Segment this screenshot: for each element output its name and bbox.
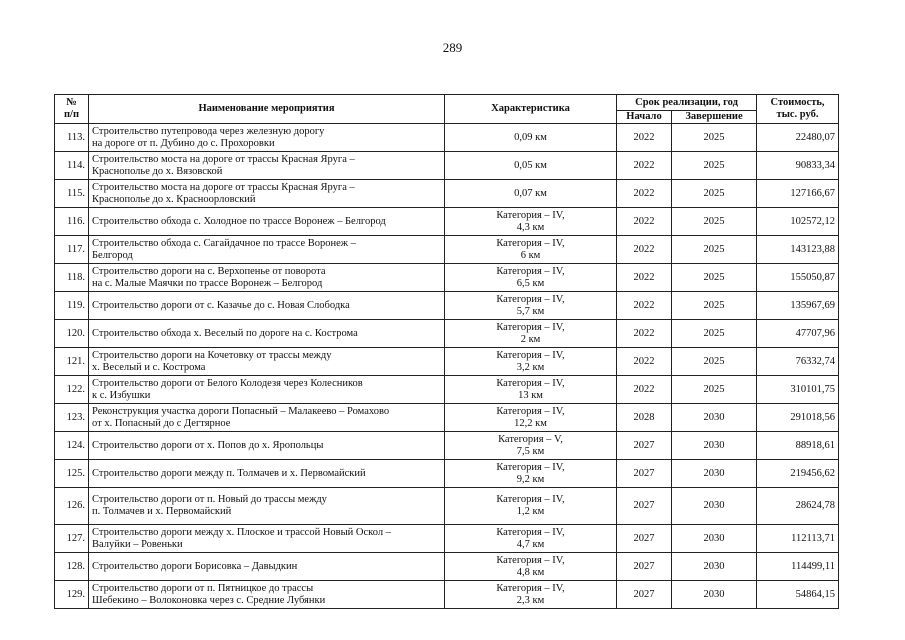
row-start-year: 2022 — [617, 348, 672, 376]
row-cost: 135967,69 — [757, 292, 839, 320]
row-end-year: 2030 — [672, 488, 757, 525]
row-end-year: 2030 — [672, 525, 757, 553]
row-characteristic: Категория – IV, 2,3 км — [445, 581, 617, 609]
row-characteristic: Категория – IV, 3,2 км — [445, 348, 617, 376]
row-cost: 88918,61 — [757, 432, 839, 460]
row-characteristic: Категория – V, 7,5 км — [445, 432, 617, 460]
row-characteristic: Категория – IV, 4,3 км — [445, 208, 617, 236]
table-row — [55, 581, 839, 609]
page-number: 289 — [442, 40, 463, 55]
row-start-year: 2027 — [617, 525, 672, 553]
row-cost: 28624,78 — [757, 488, 839, 525]
table-row — [55, 460, 839, 488]
table-row — [55, 525, 839, 553]
table-body — [55, 124, 839, 609]
row-name: Строительство дороги Борисовка – Давыдкин — [89, 553, 445, 581]
header-end: Завершение — [672, 111, 757, 124]
row-end-year: 2025 — [672, 376, 757, 404]
row-end-year: 2025 — [672, 348, 757, 376]
row-cost: 219456,62 — [757, 460, 839, 488]
row-characteristic: 0,09 км — [445, 124, 617, 152]
table-row — [55, 292, 839, 320]
row-start-year: 2022 — [617, 236, 672, 264]
header-cost — [757, 95, 839, 124]
row-cost: 76332,74 — [757, 348, 839, 376]
row-number: 122. — [55, 376, 89, 404]
row-number: 129. — [55, 581, 89, 609]
row-number: 115. — [55, 180, 89, 208]
row-name: Строительство дороги от х. Попов до х. Яропольцы — [89, 432, 445, 460]
row-name: Строительство моста на дороге от трассы Красная Яруга – Краснополье до х. Вязовской — [89, 152, 445, 180]
header-start: Начало — [617, 111, 672, 124]
row-name: Строительство дороги между х. Плоское и трассой Новый Оскол – Валуйки – Ровеньки — [89, 525, 445, 553]
row-characteristic: Категория – IV, 4,8 км — [445, 553, 617, 581]
table-row — [55, 208, 839, 236]
row-start-year: 2027 — [617, 460, 672, 488]
row-cost: 54864,15 — [757, 581, 839, 609]
row-name: Строительство дороги от с. Казачье до с. Новая Слободка — [89, 292, 445, 320]
row-number: 128. — [55, 553, 89, 581]
header-period: Срок реализации, год — [617, 95, 757, 111]
table-header — [55, 95, 839, 124]
row-start-year: 2022 — [617, 124, 672, 152]
row-number: 124. — [55, 432, 89, 460]
table-row — [55, 432, 839, 460]
row-number: 125. — [55, 460, 89, 488]
header-characteristic: Характеристика — [445, 95, 617, 124]
row-start-year: 2022 — [617, 320, 672, 348]
row-end-year: 2025 — [672, 208, 757, 236]
row-name: Строительство дороги от п. Новый до трассы между п. Толмачев и х. Первомайский — [89, 488, 445, 525]
row-end-year: 2030 — [672, 432, 757, 460]
row-end-year: 2030 — [672, 581, 757, 609]
row-number: 127. — [55, 525, 89, 553]
row-start-year: 2027 — [617, 432, 672, 460]
row-cost: 291018,56 — [757, 404, 839, 432]
header-number-line1: № — [66, 97, 77, 108]
row-start-year: 2022 — [617, 180, 672, 208]
row-number: 121. — [55, 348, 89, 376]
row-name: Строительство обхода х. Веселый по дороге на с. Кострома — [89, 320, 445, 348]
row-characteristic: Категория – IV, 13 км — [445, 376, 617, 404]
row-cost: 310101,75 — [757, 376, 839, 404]
row-cost: 102572,12 — [757, 208, 839, 236]
row-characteristic: Категория – IV, 2 км — [445, 320, 617, 348]
row-number: 116. — [55, 208, 89, 236]
row-characteristic: 0,05 км — [445, 152, 617, 180]
row-cost: 155050,87 — [757, 264, 839, 292]
row-characteristic: Категория – IV, 1,2 км — [445, 488, 617, 525]
row-end-year: 2025 — [672, 124, 757, 152]
header-cost-line1: Стоимость, — [770, 97, 825, 108]
row-start-year: 2028 — [617, 404, 672, 432]
row-end-year: 2025 — [672, 292, 757, 320]
row-characteristic: Категория – IV, 5,7 км — [445, 292, 617, 320]
row-name: Строительство дороги на Кочетовку от трассы между х. Веселый и с. Кострома — [89, 348, 445, 376]
row-name: Строительство дороги на с. Верхопенье от поворота на с. Малые Маячки по трассе Воронеж – Белгород — [89, 264, 445, 292]
row-start-year: 2027 — [617, 553, 672, 581]
measures-table — [54, 94, 839, 609]
row-end-year: 2025 — [672, 236, 757, 264]
table-row — [55, 348, 839, 376]
table-row — [55, 404, 839, 432]
row-end-year: 2025 — [672, 264, 757, 292]
table-row — [55, 553, 839, 581]
row-end-year: 2025 — [672, 152, 757, 180]
row-name: Строительство обхода с. Сагайдачное по трассе Воронеж – Белгород — [89, 236, 445, 264]
table-row — [55, 488, 839, 525]
row-cost: 90833,34 — [757, 152, 839, 180]
header-cost-line2: тыс. руб. — [776, 109, 819, 120]
row-name: Строительство дороги от Белого Колодезя через Колесников к с. Избушки — [89, 376, 445, 404]
table-row — [55, 152, 839, 180]
table-row — [55, 264, 839, 292]
row-cost: 127166,67 — [757, 180, 839, 208]
row-number: 113. — [55, 124, 89, 152]
row-characteristic: Категория – IV, 6,5 км — [445, 264, 617, 292]
row-start-year: 2027 — [617, 488, 672, 525]
row-end-year: 2030 — [672, 404, 757, 432]
row-end-year: 2030 — [672, 460, 757, 488]
row-number: 117. — [55, 236, 89, 264]
table-row — [55, 376, 839, 404]
row-number: 123. — [55, 404, 89, 432]
row-characteristic: Категория – IV, 6 км — [445, 236, 617, 264]
row-start-year: 2022 — [617, 208, 672, 236]
row-start-year: 2022 — [617, 376, 672, 404]
header-number — [55, 95, 89, 124]
row-end-year: 2030 — [672, 553, 757, 581]
row-cost: 22480,07 — [757, 124, 839, 152]
header-name: Наименование мероприятия — [89, 95, 445, 124]
table-row — [55, 236, 839, 264]
table-row — [55, 180, 839, 208]
row-number: 118. — [55, 264, 89, 292]
row-number: 120. — [55, 320, 89, 348]
row-name: Строительство моста на дороге от трассы Красная Яруга – Краснополье до х. Краснооpловский — [89, 180, 445, 208]
row-start-year: 2022 — [617, 264, 672, 292]
row-name: Строительство дороги от п. Пятницкое до трассы Шебекино – Волоконовка через с. Средние Лубянки — [89, 581, 445, 609]
row-characteristic: Категория – IV, 12,2 км — [445, 404, 617, 432]
row-cost: 143123,88 — [757, 236, 839, 264]
row-cost: 112113,71 — [757, 525, 839, 553]
row-end-year: 2025 — [672, 320, 757, 348]
row-number: 119. — [55, 292, 89, 320]
row-name: Строительство дороги между п. Толмачев и х. Первомайский — [89, 460, 445, 488]
row-characteristic: Категория – IV, 9,2 км — [445, 460, 617, 488]
table-row — [55, 320, 839, 348]
row-name: Реконструкция участка дороги Попасный – Малакеево – Ромахово от х. Попасный до с Дегтярное — [89, 404, 445, 432]
table-row — [55, 124, 839, 152]
row-start-year: 2022 — [617, 292, 672, 320]
row-number: 114. — [55, 152, 89, 180]
row-start-year: 2022 — [617, 152, 672, 180]
row-cost: 47707,96 — [757, 320, 839, 348]
row-start-year: 2027 — [617, 581, 672, 609]
row-characteristic: 0,07 км — [445, 180, 617, 208]
row-end-year: 2025 — [672, 180, 757, 208]
row-number: 126. — [55, 488, 89, 525]
row-name: Строительство обхода с. Холодное по трассе Воронеж – Белгород — [89, 208, 445, 236]
row-cost: 114499,11 — [757, 553, 839, 581]
header-number-line2: п/п — [63, 109, 80, 120]
row-characteristic: Категория – IV, 4,7 км — [445, 525, 617, 553]
row-name: Строительство путепровода через железную дорогу на дороге от п. Дубино до с. Прохоровки — [89, 124, 445, 152]
